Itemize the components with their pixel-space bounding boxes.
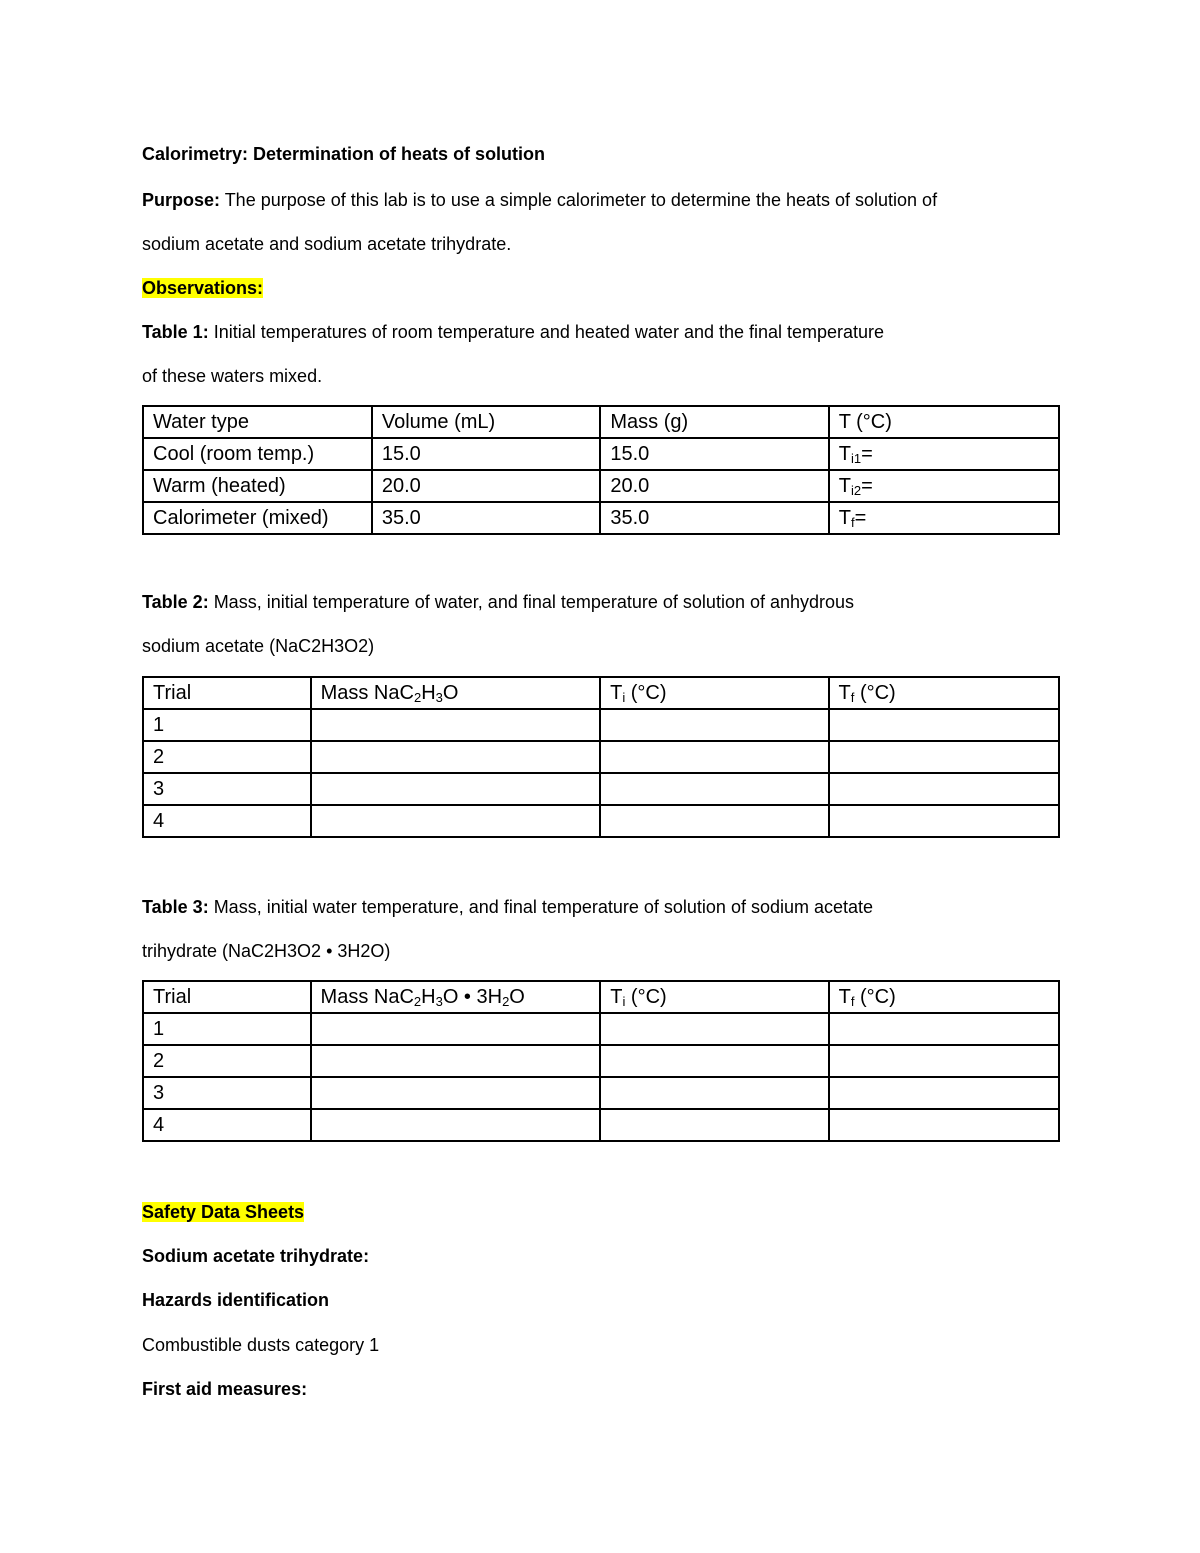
mass-cell [311, 773, 601, 805]
table3-caption-text: Mass, initial water temperature, and final temperature of solution of sodium acetate [208, 897, 874, 917]
initial-temp-cell [600, 773, 828, 805]
final-temp-cell [829, 709, 1059, 741]
formula-part: O • 3H [442, 985, 503, 1008]
trial-cell: 3 [143, 1077, 311, 1109]
final-temp-cell [829, 1109, 1059, 1141]
table3-header-row [143, 981, 1059, 1013]
temp-symbol: T [838, 506, 851, 529]
temp-equals: = [861, 442, 873, 465]
formula-part: H [421, 985, 436, 1008]
table1-header-cell: T (°C) [829, 406, 1059, 438]
initial-temp-cell [600, 741, 828, 773]
table-row [143, 1045, 1059, 1077]
temp-unit: (°C) [625, 681, 667, 704]
temperature-cell [829, 470, 1059, 502]
table1-header-row [143, 406, 1059, 438]
table1-caption-text: Initial temperatures of room temperature and heated water and the final temperature [208, 322, 885, 342]
table3-caption-line-1 [142, 896, 873, 918]
volume-cell: 20.0 [372, 470, 601, 502]
formula-subscript: 3 [435, 993, 443, 1009]
temp-subscript: i [622, 993, 626, 1009]
initial-temp-cell [600, 1077, 828, 1109]
final-temp-cell [829, 773, 1059, 805]
first-aid-heading: First aid measures: [142, 1379, 308, 1399]
initial-temp-cell [600, 1109, 828, 1141]
final-temp-header [829, 677, 1059, 709]
final-temp-cell [829, 741, 1059, 773]
formula-part: O [509, 985, 525, 1008]
trial-cell: 4 [143, 805, 311, 837]
final-temp-cell [829, 1045, 1059, 1077]
final-temp-cell [829, 805, 1059, 837]
water-type-cell: Warm (heated) [143, 470, 372, 502]
observations-heading: Observations: [142, 278, 264, 298]
water-type-cell: Calorimeter (mixed) [143, 502, 372, 534]
temp-symbol: T [838, 985, 851, 1008]
table-row [143, 1077, 1059, 1109]
mass-cell [311, 1109, 601, 1141]
table1-caption-line-1 [142, 321, 884, 343]
trial-header: Trial [143, 677, 311, 709]
temp-subscript: i1 [850, 450, 862, 466]
table-row [143, 502, 1059, 534]
document-title: Calorimetry: Determination of heats of solution [142, 144, 546, 164]
mass-cell [311, 709, 601, 741]
formula-part: O [442, 681, 459, 704]
initial-temp-cell [600, 1013, 828, 1045]
table2-caption-line-2: sodium acetate (NaC2H3O2) [142, 636, 375, 656]
temp-unit: (°C) [854, 985, 896, 1008]
temp-symbol: T [838, 474, 851, 497]
table1-header-cell: Mass (g) [600, 406, 828, 438]
water-type-cell: Cool (room temp.) [143, 438, 372, 470]
mass-cell [311, 1077, 601, 1109]
table1 [142, 405, 1060, 535]
purpose-text-1: The purpose of this lab is to use a simple calorimeter to determine the heats of solution of [220, 190, 938, 210]
mass-header [311, 981, 601, 1013]
initial-temp-cell [600, 1045, 828, 1077]
temp-equals: = [861, 474, 873, 497]
purpose-line-2: sodium acetate and sodium acetate trihydrate. [142, 234, 512, 254]
mass-cell: 15.0 [600, 438, 828, 470]
temp-equals: = [854, 506, 867, 529]
table3-caption-label: Table 3: [142, 897, 209, 917]
purpose-line-1 [142, 189, 937, 211]
volume-cell: 15.0 [372, 438, 601, 470]
formula-subscript: 3 [435, 689, 443, 705]
table-row [143, 741, 1059, 773]
mass-cell: 20.0 [600, 470, 828, 502]
table-row [143, 773, 1059, 805]
table-row [143, 1013, 1059, 1045]
final-temp-cell [829, 1013, 1059, 1045]
trial-cell: 1 [143, 1013, 311, 1045]
initial-temp-cell [600, 709, 828, 741]
observations-line [142, 277, 263, 299]
table-row [143, 1109, 1059, 1141]
safety-heading: Safety Data Sheets [142, 1202, 305, 1222]
mass-cell [311, 1013, 601, 1045]
formula-subscript: 2 [502, 993, 510, 1009]
temp-subscript: f [850, 514, 855, 530]
mass-cell: 35.0 [600, 502, 828, 534]
table1-header-cell: Water type [143, 406, 372, 438]
temp-symbol: T [838, 681, 851, 704]
temp-unit: (°C) [625, 985, 667, 1008]
trial-cell: 2 [143, 741, 311, 773]
mass-cell [311, 805, 601, 837]
temp-unit: (°C) [854, 681, 896, 704]
temp-subscript: f [850, 993, 855, 1009]
final-temp-cell [829, 1077, 1059, 1109]
formula-part: H [421, 681, 436, 704]
temp-symbol: T [610, 985, 623, 1008]
table1-caption-label: Table 1: [142, 322, 209, 342]
table2 [142, 676, 1060, 838]
temperature-cell [829, 502, 1059, 534]
temp-subscript: i2 [850, 482, 862, 498]
formula-subscript: 2 [413, 993, 422, 1009]
temp-subscript: i [622, 689, 626, 705]
temp-symbol: T [838, 442, 851, 465]
purpose-label: Purpose: [142, 190, 221, 210]
trial-cell: 4 [143, 1109, 311, 1141]
table2-caption-line-1 [142, 591, 854, 613]
volume-cell: 35.0 [372, 502, 601, 534]
trial-cell: 2 [143, 1045, 311, 1077]
mass-cell [311, 741, 601, 773]
temperature-cell [829, 438, 1059, 470]
hazards-heading: Hazards identification [142, 1290, 330, 1310]
hazard-text: Combustible dusts category 1 [142, 1335, 380, 1355]
temp-symbol: T [610, 681, 623, 704]
temp-subscript: f [850, 689, 855, 705]
table-row [143, 709, 1059, 741]
table3 [142, 980, 1060, 1142]
table2-caption-text: Mass, initial temperature of water, and final temperature of solution of anhydrous [208, 592, 855, 612]
table3-caption-line-2: trihydrate (NaC2H3O2 • 3H2O) [142, 941, 391, 961]
table-row [143, 470, 1059, 502]
formula-part: Mass NaC [320, 985, 414, 1008]
table1-caption-line-2: of these waters mixed. [142, 366, 323, 386]
mass-cell [311, 1045, 601, 1077]
table2-caption-label: Table 2: [142, 592, 209, 612]
formula-part: Mass NaC [320, 681, 414, 704]
trial-cell: 1 [143, 709, 311, 741]
formula-subscript: 2 [413, 689, 422, 705]
initial-temp-header [600, 981, 828, 1013]
table-row [143, 438, 1059, 470]
initial-temp-header [600, 677, 828, 709]
final-temp-header [829, 981, 1059, 1013]
mass-header [311, 677, 601, 709]
trial-header: Trial [143, 981, 311, 1013]
table-row [143, 805, 1059, 837]
substance-heading: Sodium acetate trihydrate: [142, 1246, 370, 1266]
initial-temp-cell [600, 805, 828, 837]
table2-header-row [143, 677, 1059, 709]
safety-heading-line [142, 1201, 304, 1223]
table1-header-cell: Volume (mL) [372, 406, 601, 438]
trial-cell: 3 [143, 773, 311, 805]
